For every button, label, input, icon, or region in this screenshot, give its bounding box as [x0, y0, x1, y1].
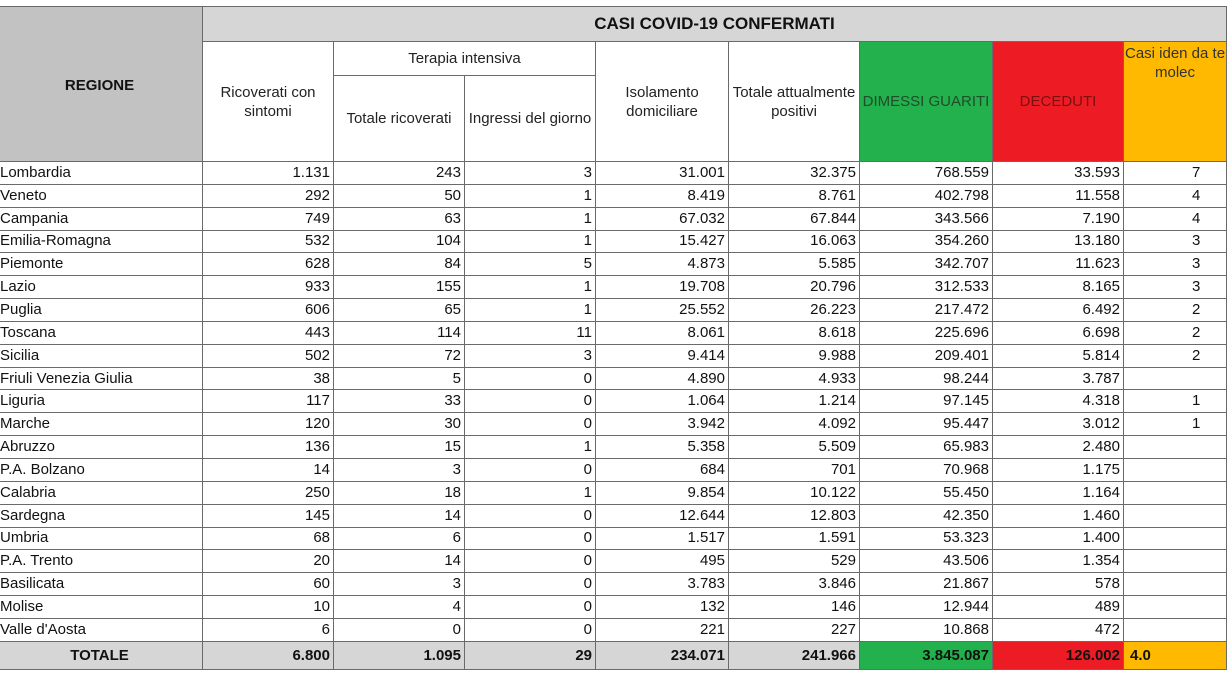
totale-row [0, 641, 1227, 669]
header-terapia-intensiva: Terapia intensiva [334, 42, 596, 76]
cell-positivi: 1.214 [729, 390, 860, 413]
cell-ricoverati: 38 [203, 367, 334, 390]
cell-ti-ingressi: 11 [465, 321, 596, 344]
cell-casi: 2 [1124, 299, 1227, 322]
cell-regione: Emilia-Romagna [0, 230, 203, 253]
cell-deceduti: 1.354 [993, 550, 1124, 573]
cell-dimessi: 342.707 [860, 253, 993, 276]
cell-positivi: 1.591 [729, 527, 860, 550]
cell-ti-totale: 104 [334, 230, 465, 253]
cell-deceduti: 1.460 [993, 504, 1124, 527]
cell-isolamento: 4.873 [596, 253, 729, 276]
cell-deceduti: 33.593 [993, 162, 1124, 185]
table-row [0, 253, 1227, 276]
cell-isolamento: 5.358 [596, 436, 729, 459]
cell-ti-ingressi: 1 [465, 184, 596, 207]
cell-regione: Sicilia [0, 344, 203, 367]
cell-ti-totale: 14 [334, 550, 465, 573]
cell-ti-ingressi: 0 [465, 504, 596, 527]
cell-deceduti: 1.164 [993, 481, 1124, 504]
cell-casi: 3 [1124, 276, 1227, 299]
totale-ingressi: 29 [465, 641, 596, 669]
cell-ricoverati: 6 [203, 618, 334, 641]
cell-dimessi: 10.868 [860, 618, 993, 641]
cell-deceduti: 13.180 [993, 230, 1124, 253]
cell-regione: Lazio [0, 276, 203, 299]
totale-ti: 1.095 [334, 641, 465, 669]
cell-regione: Liguria [0, 390, 203, 413]
header-regione: REGIONE [0, 7, 203, 162]
table-row [0, 573, 1227, 596]
cell-ti-ingressi: 1 [465, 299, 596, 322]
cell-casi [1124, 618, 1227, 641]
cell-regione: Umbria [0, 527, 203, 550]
cell-ti-totale: 6 [334, 527, 465, 550]
cell-ti-totale: 72 [334, 344, 465, 367]
cell-casi [1124, 527, 1227, 550]
cell-deceduti: 472 [993, 618, 1124, 641]
cell-casi [1124, 458, 1227, 481]
cell-casi: 4 [1124, 207, 1227, 230]
cell-ti-totale: 30 [334, 413, 465, 436]
cell-ti-ingressi: 0 [465, 618, 596, 641]
table-row [0, 230, 1227, 253]
cell-ricoverati: 68 [203, 527, 334, 550]
cell-isolamento: 31.001 [596, 162, 729, 185]
cell-isolamento: 1.064 [596, 390, 729, 413]
cell-isolamento: 25.552 [596, 299, 729, 322]
covid-cases-table [0, 6, 1227, 670]
cell-casi [1124, 550, 1227, 573]
cell-ti-totale: 14 [334, 504, 465, 527]
cell-regione: Abruzzo [0, 436, 203, 459]
cell-ti-totale: 4 [334, 596, 465, 619]
table-row [0, 550, 1227, 573]
cell-ti-ingressi: 3 [465, 344, 596, 367]
table-row [0, 436, 1227, 459]
cell-isolamento: 3.783 [596, 573, 729, 596]
cell-ricoverati: 1.131 [203, 162, 334, 185]
cell-casi: 1 [1124, 413, 1227, 436]
cell-deceduti: 1.175 [993, 458, 1124, 481]
cell-positivi: 8.618 [729, 321, 860, 344]
cell-ti-totale: 243 [334, 162, 465, 185]
table-row [0, 596, 1227, 619]
cell-dimessi: 53.323 [860, 527, 993, 550]
cell-ti-ingressi: 0 [465, 550, 596, 573]
cell-regione: Puglia [0, 299, 203, 322]
cell-casi: 2 [1124, 321, 1227, 344]
cell-ti-ingressi: 0 [465, 458, 596, 481]
cell-casi [1124, 504, 1227, 527]
table-row [0, 207, 1227, 230]
cell-regione: Basilicata [0, 573, 203, 596]
cell-dimessi: 55.450 [860, 481, 993, 504]
cell-dimessi: 70.968 [860, 458, 993, 481]
cell-regione: Toscana [0, 321, 203, 344]
cell-ricoverati: 145 [203, 504, 334, 527]
cell-deceduti: 6.492 [993, 299, 1124, 322]
cell-casi: 3 [1124, 230, 1227, 253]
cell-positivi: 26.223 [729, 299, 860, 322]
cell-ti-totale: 65 [334, 299, 465, 322]
cell-ricoverati: 136 [203, 436, 334, 459]
cell-deceduti: 7.190 [993, 207, 1124, 230]
cell-ricoverati: 933 [203, 276, 334, 299]
cell-ti-ingressi: 5 [465, 253, 596, 276]
cell-regione: P.A. Bolzano [0, 458, 203, 481]
cell-deceduti: 578 [993, 573, 1124, 596]
cell-isolamento: 8.419 [596, 184, 729, 207]
table-row [0, 527, 1227, 550]
cell-casi: 1 [1124, 390, 1227, 413]
header-deceduti: DECEDUTI [993, 42, 1124, 162]
cell-dimessi: 225.696 [860, 321, 993, 344]
cell-dimessi: 65.983 [860, 436, 993, 459]
cell-regione: Calabria [0, 481, 203, 504]
table-row [0, 344, 1227, 367]
cell-ti-totale: 18 [334, 481, 465, 504]
cell-ricoverati: 292 [203, 184, 334, 207]
cell-ti-totale: 114 [334, 321, 465, 344]
header-ingressi: Ingressi del giorno [465, 76, 596, 162]
header-totale-positivi: Totale attualmente positivi [729, 42, 860, 162]
cell-ricoverati: 628 [203, 253, 334, 276]
cell-isolamento: 684 [596, 458, 729, 481]
table-row [0, 413, 1227, 436]
table-row [0, 481, 1227, 504]
cell-ti-ingressi: 0 [465, 573, 596, 596]
cell-isolamento: 15.427 [596, 230, 729, 253]
cell-ricoverati: 120 [203, 413, 334, 436]
cell-ricoverati: 443 [203, 321, 334, 344]
cell-isolamento: 495 [596, 550, 729, 573]
cell-regione: Campania [0, 207, 203, 230]
table-row [0, 618, 1227, 641]
cell-isolamento: 3.942 [596, 413, 729, 436]
cell-ti-ingressi: 1 [465, 481, 596, 504]
header-dimessi: DIMESSI GUARITI [860, 42, 993, 162]
cell-positivi: 67.844 [729, 207, 860, 230]
table-row [0, 276, 1227, 299]
totale-dimessi: 3.845.087 [860, 641, 993, 669]
cell-dimessi: 217.472 [860, 299, 993, 322]
cell-ti-totale: 0 [334, 618, 465, 641]
cell-casi: 3 [1124, 253, 1227, 276]
cell-positivi: 5.509 [729, 436, 860, 459]
cell-casi [1124, 596, 1227, 619]
cell-deceduti: 8.165 [993, 276, 1124, 299]
cell-deceduti: 489 [993, 596, 1124, 619]
totale-isolamento: 234.071 [596, 641, 729, 669]
cell-positivi: 5.585 [729, 253, 860, 276]
totale-positivi: 241.966 [729, 641, 860, 669]
cell-casi [1124, 367, 1227, 390]
cell-ricoverati: 20 [203, 550, 334, 573]
cell-positivi: 146 [729, 596, 860, 619]
cell-ti-totale: 84 [334, 253, 465, 276]
cell-dimessi: 343.566 [860, 207, 993, 230]
cell-ti-totale: 33 [334, 390, 465, 413]
cell-casi [1124, 436, 1227, 459]
cell-positivi: 529 [729, 550, 860, 573]
table-row [0, 367, 1227, 390]
cell-isolamento: 8.061 [596, 321, 729, 344]
cell-casi: 7 [1124, 162, 1227, 185]
cell-isolamento: 19.708 [596, 276, 729, 299]
header-casi: Casi iden da te molec [1124, 42, 1227, 162]
cell-ti-ingressi: 1 [465, 436, 596, 459]
header-ricoverati: Ricoverati con sintomi [203, 42, 334, 162]
cell-isolamento: 9.854 [596, 481, 729, 504]
totale-label: TOTALE [0, 641, 203, 669]
cell-positivi: 10.122 [729, 481, 860, 504]
cell-dimessi: 98.244 [860, 367, 993, 390]
cell-casi [1124, 481, 1227, 504]
cell-ti-totale: 63 [334, 207, 465, 230]
cell-positivi: 701 [729, 458, 860, 481]
cell-dimessi: 209.401 [860, 344, 993, 367]
cell-isolamento: 132 [596, 596, 729, 619]
cell-ti-ingressi: 3 [465, 162, 596, 185]
cell-deceduti: 11.558 [993, 184, 1124, 207]
cell-positivi: 4.933 [729, 367, 860, 390]
cell-ricoverati: 606 [203, 299, 334, 322]
cell-dimessi: 95.447 [860, 413, 993, 436]
table-row [0, 299, 1227, 322]
cell-positivi: 32.375 [729, 162, 860, 185]
cell-positivi: 9.988 [729, 344, 860, 367]
table-row [0, 504, 1227, 527]
cell-regione: Piemonte [0, 253, 203, 276]
cell-regione: Friuli Venezia Giulia [0, 367, 203, 390]
cell-ricoverati: 10 [203, 596, 334, 619]
cell-regione: P.A. Trento [0, 550, 203, 573]
cell-isolamento: 9.414 [596, 344, 729, 367]
cell-casi: 2 [1124, 344, 1227, 367]
cell-ti-ingressi: 1 [465, 230, 596, 253]
table-row [0, 162, 1227, 185]
cell-ricoverati: 502 [203, 344, 334, 367]
cell-ricoverati: 14 [203, 458, 334, 481]
cell-deceduti: 3.012 [993, 413, 1124, 436]
cell-isolamento: 4.890 [596, 367, 729, 390]
cell-ricoverati: 60 [203, 573, 334, 596]
cell-dimessi: 43.506 [860, 550, 993, 573]
cell-positivi: 227 [729, 618, 860, 641]
cell-dimessi: 21.867 [860, 573, 993, 596]
cell-dimessi: 12.944 [860, 596, 993, 619]
cell-ti-ingressi: 0 [465, 390, 596, 413]
cell-positivi: 4.092 [729, 413, 860, 436]
table-body [0, 162, 1227, 642]
cell-ti-totale: 155 [334, 276, 465, 299]
cell-isolamento: 221 [596, 618, 729, 641]
cell-positivi: 16.063 [729, 230, 860, 253]
cell-ti-totale: 3 [334, 573, 465, 596]
cell-isolamento: 67.032 [596, 207, 729, 230]
table-row [0, 390, 1227, 413]
totale-deceduti: 126.002 [993, 641, 1124, 669]
cell-deceduti: 4.318 [993, 390, 1124, 413]
cell-ti-totale: 50 [334, 184, 465, 207]
cell-ti-totale: 3 [334, 458, 465, 481]
cell-dimessi: 42.350 [860, 504, 993, 527]
cell-dimessi: 312.533 [860, 276, 993, 299]
cell-casi [1124, 573, 1227, 596]
cell-ricoverati: 532 [203, 230, 334, 253]
cell-deceduti: 3.787 [993, 367, 1124, 390]
table-row [0, 184, 1227, 207]
cell-dimessi: 97.145 [860, 390, 993, 413]
cell-deceduti: 6.698 [993, 321, 1124, 344]
header-isolamento: Isolamento domiciliare [596, 42, 729, 162]
cell-ti-ingressi: 1 [465, 207, 596, 230]
cell-ricoverati: 117 [203, 390, 334, 413]
cell-ti-totale: 5 [334, 367, 465, 390]
totale-casi: 4.0 [1124, 641, 1227, 669]
totale-ricoverati: 6.800 [203, 641, 334, 669]
cell-isolamento: 1.517 [596, 527, 729, 550]
cell-casi: 4 [1124, 184, 1227, 207]
table-row [0, 458, 1227, 481]
cell-deceduti: 1.400 [993, 527, 1124, 550]
cell-positivi: 8.761 [729, 184, 860, 207]
header-title: CASI COVID-19 CONFERMATI [203, 7, 1227, 42]
cell-regione: Veneto [0, 184, 203, 207]
cell-ti-ingressi: 0 [465, 596, 596, 619]
cell-ricoverati: 250 [203, 481, 334, 504]
cell-deceduti: 5.814 [993, 344, 1124, 367]
cell-ti-totale: 15 [334, 436, 465, 459]
cell-deceduti: 11.623 [993, 253, 1124, 276]
cell-isolamento: 12.644 [596, 504, 729, 527]
table-row [0, 321, 1227, 344]
cell-dimessi: 354.260 [860, 230, 993, 253]
cell-deceduti: 2.480 [993, 436, 1124, 459]
cell-ricoverati: 749 [203, 207, 334, 230]
cell-regione: Lombardia [0, 162, 203, 185]
header-totale-ricoverati: Totale ricoverati [334, 76, 465, 162]
cell-ti-ingressi: 1 [465, 276, 596, 299]
cell-dimessi: 402.798 [860, 184, 993, 207]
cell-ti-ingressi: 0 [465, 367, 596, 390]
cell-regione: Valle d'Aosta [0, 618, 203, 641]
cell-regione: Marche [0, 413, 203, 436]
cell-regione: Molise [0, 596, 203, 619]
cell-ti-ingressi: 0 [465, 527, 596, 550]
cell-positivi: 3.846 [729, 573, 860, 596]
cell-ti-ingressi: 0 [465, 413, 596, 436]
cell-dimessi: 768.559 [860, 162, 993, 185]
cell-positivi: 20.796 [729, 276, 860, 299]
cell-regione: Sardegna [0, 504, 203, 527]
cell-positivi: 12.803 [729, 504, 860, 527]
